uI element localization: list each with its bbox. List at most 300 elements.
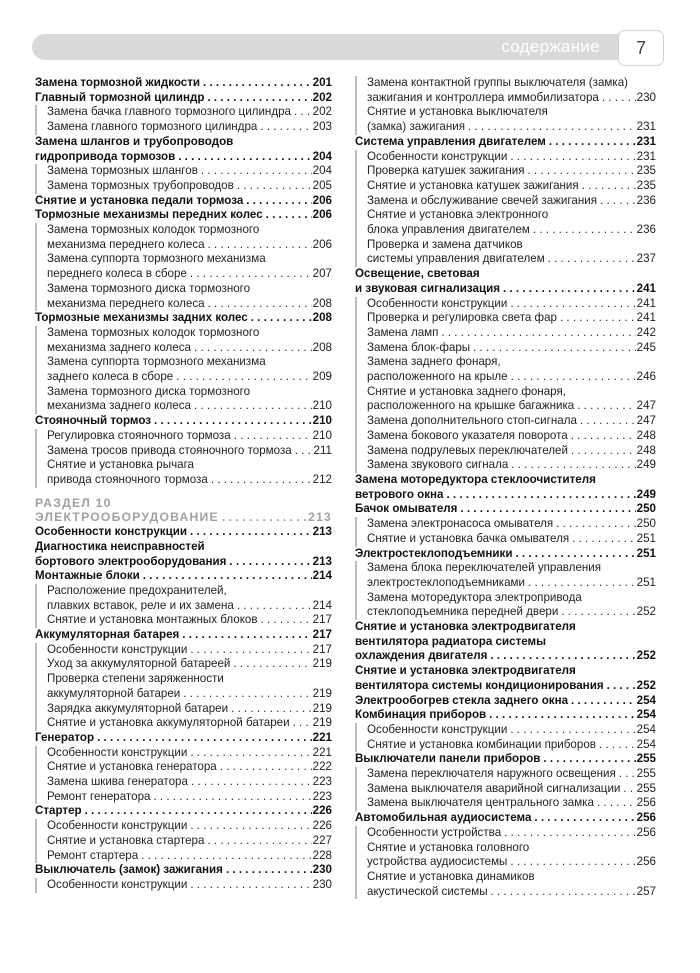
toc-page-number: 207 [312,267,332,281]
toc-page-number: 230 [312,877,332,891]
toc-subentry [35,613,332,628]
dot-leader [528,164,636,179]
toc-heading [35,628,332,643]
toc-subentry [35,775,332,790]
dot-leader [599,738,636,753]
dot-leader [491,885,636,900]
dot-leader [183,687,311,702]
toc-page-number: 217 [312,642,332,656]
toc-subentry [35,252,332,267]
dot-leader [143,569,312,584]
toc-subentry [355,796,656,811]
toc-entry-text: Замена тормозных колодок тормозного [47,325,260,339]
toc-column-right [355,76,656,899]
toc-entry-text: Расположение предохранителей, [47,583,227,597]
toc-heading [355,679,656,694]
toc-column-left [35,76,332,893]
dot-leader [190,525,312,540]
dot-leader [194,399,312,414]
toc-heading [35,863,332,878]
toc-entry-text: ЭЛЕКТРООБОРУДОВАНИЕ [35,510,219,525]
toc-page-number: 235 [636,178,656,192]
toc-subentry [35,643,332,658]
toc-page-number: 208 [312,340,332,354]
toc-page-number: 256 [636,811,656,825]
toc-entry-text: Проверка степени заряженности [47,672,224,686]
dot-leader [97,731,312,746]
toc-entry-text: привода стояночного тормоза [47,472,208,486]
dot-leader [194,341,312,356]
toc-page-number: 254 [636,708,656,722]
toc-page-number: 214 [312,569,332,583]
dot-leader [489,708,636,723]
toc-entry-text: Замена бокового указателя поворота [367,428,568,442]
toc-page-number: 228 [312,848,332,862]
toc-page-number: 236 [636,223,656,237]
toc-entry-text: Система управления двигателем [355,134,546,148]
toc-entry-text: и звуковая сигнализация [355,281,500,295]
toc-entry-text: Ремонт генератора [47,789,151,803]
dot-leader [226,863,312,878]
toc-subentry [35,120,332,135]
toc-subentry [355,723,656,738]
toc-page-number: 212 [312,472,332,486]
toc-entry-text: Особенности устройства [367,825,502,839]
dot-leader [208,297,312,312]
toc-entry-text: Снятие и установка аккумуляторной батареи [47,716,290,730]
toc-heading [35,555,332,570]
dot-leader [222,510,307,525]
toc-heading [35,311,332,326]
toc-page-number: 210 [312,428,332,442]
toc-entry-text: Снятие и установка электронного [367,208,549,222]
toc-subentry [355,429,656,444]
toc-entry-text: Диагностика неисправностей [35,539,205,553]
toc-heading [355,135,656,150]
toc-entry-text: Особенности конструкции [47,877,188,891]
toc-entry-text: электростеклоподъемниками [367,575,525,589]
toc-page-number: 256 [636,796,656,810]
dot-leader [237,599,312,614]
dot-leader [468,120,636,135]
toc-page-number: 223 [312,789,332,803]
toc-entry-text: Выключатель (замок) зажигания [35,863,223,877]
toc-page-number: 219 [312,686,332,700]
toc-entry-text: Снятие и установка катушек зажигания [367,178,579,192]
toc-entry-text: Бачок омывателя [355,502,458,516]
toc-page-number: 213 [312,525,332,539]
toc-subentry [35,223,332,238]
dot-leader [510,297,635,312]
toc-subentry [35,760,332,775]
dot-leader [260,120,311,135]
toc-page-number: 250 [636,502,656,516]
dot-leader [580,414,636,429]
toc-entry-text: Особенности конструкции [47,819,188,833]
dot-leader [623,782,635,797]
toc-entry-text: зажигания и контроллера иммобилизатора [367,90,599,104]
dot-leader [602,91,636,106]
dot-leader [571,444,636,459]
toc-entry-text: заднего колеса в сборе [47,370,174,384]
toc-entry-text: Замена электронасоса омывателя [367,517,554,531]
dot-leader [154,414,312,429]
toc-subentry [355,561,656,576]
toc-entry-text: Генератор [35,730,95,744]
dot-leader [233,657,311,672]
dot-leader [266,208,312,223]
toc-heading [35,731,332,746]
toc-entry-text: механизма заднего колеса [47,340,191,354]
toc-page-number: 221 [312,730,332,744]
dot-leader [511,370,636,385]
toc-subentry [355,91,656,106]
toc-heading [355,267,656,282]
toc-entry-text: Замена главного тормозного цилиндра [47,120,258,134]
toc-entry-text: стеклоподъемника передней двери [367,605,559,619]
toc-entry-text: Автомобильная аудиосистема [355,811,532,825]
toc-page-number: 255 [636,752,656,766]
dot-leader [203,76,312,91]
dot-leader [571,429,636,444]
toc-entry-text: Проверка и замена датчиков [367,237,523,251]
toc-entry-text: бортового электрооборудования [35,554,227,568]
dot-leader [446,488,635,503]
toc-subentry [35,385,332,400]
toc-page-number: 211 [313,443,332,457]
toc-entry-text: переднего колеса в сборе [47,267,187,281]
dot-leader [572,532,635,547]
toc-entry-text: охлаждения двигателя [355,649,488,663]
toc-entry-text: Снятие и установка выключателя [367,105,548,119]
dot-leader [534,811,635,826]
toc-subentry [35,164,332,179]
dot-leader [182,628,311,643]
toc-subentry [355,738,656,753]
dot-leader [190,267,312,282]
dot-leader [510,723,635,738]
toc-subentry [355,532,656,547]
dot-leader [510,855,635,870]
toc-subentry [355,605,656,620]
toc-entry-text: Монтажные блоки [35,569,140,583]
toc-entry-text: Замена тросов привода стояночного тормоза [47,443,292,457]
toc-heading [355,752,656,767]
toc-subentry [35,599,332,614]
toc-heading [35,135,332,150]
dot-leader [234,429,312,444]
toc-subentry [355,297,656,312]
toc-heading [355,649,656,664]
toc-heading [35,208,332,223]
toc-page-number: 231 [636,149,656,163]
dot-leader [190,819,311,834]
toc-subentry [35,429,332,444]
toc-entry-text: Особенности конструкции [367,149,508,163]
dot-leader [460,502,635,517]
toc-heading [35,76,332,91]
toc-entry-text: Замена подрулевых переключателей [367,443,568,457]
dot-leader [571,694,636,709]
dot-leader [246,194,311,209]
dot-leader [577,399,635,414]
toc-entry-text: Тормозные механизмы передних колес [35,208,263,222]
dot-leader [561,605,635,620]
dot-leader [533,223,636,238]
toc-entry-text: Снятие и установка головного [367,840,530,854]
toc-entry-text: расположенного на крышке багажника [367,399,575,413]
toc-subentry [355,120,656,135]
toc-page-number: 255 [636,767,656,781]
toc-page-number: 252 [636,678,656,692]
toc-page-number: 249 [636,487,656,501]
toc-subentry [355,326,656,341]
dot-leader [211,473,312,488]
toc-subentry [355,885,656,900]
toc-page-number: 217 [312,628,332,642]
section-title: содержание [501,37,600,56]
toc-entry-text: Снятие и установка комбинации приборов [367,737,596,751]
toc-entry-text: Замена выключателя центрального замка [367,796,594,810]
toc-subentry [355,194,656,209]
toc-subentry [35,370,332,385]
toc-entry-text: РАЗДЕЛ 10 [35,495,112,510]
dot-leader [191,775,312,790]
toc-subentry [355,355,656,370]
toc-page-number: 213 [312,554,332,568]
toc-entry-text: Замена шкива генератора [47,775,188,789]
toc-subentry [355,105,656,120]
toc-subentry [355,576,656,591]
toc-entry-text: Замена дополнительного стоп-сигнала [367,414,577,428]
toc-entry-text: Замена суппорта тормозного механизма [47,252,266,266]
toc-entry-text: Регулировка стояночного тормоза [47,428,231,442]
toc-entry-text: Уход за аккумуляторной батареей [47,657,231,671]
toc-entry-text: Замена тормозного диска тормозного [47,281,251,295]
toc-entry-text: устройства аудиосистемы [367,855,508,869]
toc-page-number: 210 [312,414,332,428]
dot-leader [503,282,636,297]
toc-page-number: 230 [636,90,656,104]
toc-page-number: 251 [636,575,656,589]
toc-page-number: 226 [312,819,332,833]
toc-heading [35,540,332,555]
toc-page-number: 204 [312,149,332,163]
dot-leader [515,547,635,562]
section-spacer [35,488,332,496]
dot-leader [220,760,312,775]
toc-entry-text: Замена шлангов и трубопроводов [35,134,234,148]
toc-page-number: 219 [312,716,332,730]
toc-subentry [355,341,656,356]
toc-heading [35,150,332,165]
toc-entry-text: Замена бачка главного тормозного цилиндра [47,105,291,119]
dot-leader [176,370,311,385]
toc-entry-text: Особенности конструкции [367,722,508,736]
toc-page-number: 206 [312,208,332,222]
toc-subentry [35,584,332,599]
toc-entry-text: Снятие и установка электродвигателя [355,664,576,678]
toc-entry-text: механизма переднего колеса [47,296,205,310]
toc-page-number: 206 [312,193,332,207]
dot-leader [560,311,636,326]
toc-entry-text: (замка) зажигания [367,120,466,134]
dot-leader [510,150,635,165]
toc-subentry [35,834,332,849]
toc-page-number: 226 [312,804,332,818]
dot-leader [229,555,311,570]
toc-subentry [35,444,332,459]
toc-subentry [355,208,656,223]
toc-page-number: 254 [636,737,656,751]
toc-page-number: 231 [636,120,656,134]
toc-subentry [355,399,656,414]
toc-entry-text: Особенности конструкции [367,296,508,310]
toc-page-number: 214 [312,598,332,612]
toc-page-number: 241 [636,281,656,295]
toc-page-number: 254 [636,693,656,707]
toc-subentry [35,341,332,356]
toc-heading [355,502,656,517]
toc-subentry [35,355,332,370]
toc-entry-text: Главный тормозной цилиндр [35,90,205,104]
toc-page-number: 249 [636,458,656,472]
dot-leader [207,834,311,849]
toc-page-number: 251 [636,546,656,560]
toc-page-number: 236 [636,193,656,207]
toc-entry-text: Электростеклоподъемники [355,546,513,560]
toc-entry-text: Зарядка аккумуляторной батареи [47,701,229,715]
toc-page-number: 206 [312,237,332,251]
toc-entry-text: Замена тормозных колодок тормозного [47,223,260,237]
toc-entry-text: Замена заднего фонаря, [367,355,501,369]
dot-leader [178,150,311,165]
toc-subentry [35,267,332,282]
toc-page-number: 250 [636,517,656,531]
toc-entry-text: Снятие и установка монтажных блоков [47,613,258,627]
toc-subentry [355,385,656,400]
toc-page-number: 205 [312,178,332,192]
toc-subentry [35,105,332,120]
toc-page-number: 219 [312,701,332,715]
dot-leader [504,826,636,841]
toc-entry-text: Замена моторедуктора стеклоочистителя [355,472,596,486]
toc-subentry [35,702,332,717]
toc-entry-text: акустической системы [367,884,488,898]
toc-entry-text: Электрообогрев стекла заднего окна [355,693,569,707]
toc-subentry [35,819,332,834]
dot-leader [441,326,635,341]
toc-subentry [355,517,656,532]
toc-heading [355,708,656,723]
toc-subentry [355,238,656,253]
dot-leader [190,643,311,658]
toc-entry-text: Замена контактной группы выключателя (замка) [367,76,629,89]
toc-entry-text: Замена блока переключателей управления [367,561,602,575]
toc-entry-text: механизма заднего колеса [47,399,191,413]
toc-heading [355,620,656,635]
toc-entry-text: Тормозные механизмы задних колес [35,311,248,325]
toc-entry-text: Снятие и установка генератора [47,760,217,774]
dot-leader [261,613,312,628]
toc-subentry [35,238,332,253]
toc-entry-text: Замена тормозных шлангов [47,164,198,178]
toc-heading [35,414,332,429]
toc-page-number: 248 [636,443,656,457]
toc-page-number: 209 [312,370,332,384]
dot-leader [231,702,312,717]
dot-leader [607,679,636,694]
toc-page-number: 252 [636,605,656,619]
toc-page-number: 227 [312,833,332,847]
dot-leader [511,458,635,473]
toc-entry-text: Снятие и установка стартера [47,833,205,847]
toc-subentry [355,826,656,841]
toc-entry-text: Особенности конструкции [47,745,188,759]
toc-entry-text: Стартер [35,804,82,818]
toc-entry-text: Комбинация приборов [355,708,487,722]
toc-heading [355,488,656,503]
toc-subentry [35,297,332,312]
toc-page-number: 256 [636,825,656,839]
toc-page-number: 241 [636,311,656,325]
dot-leader [294,105,312,120]
toc-heading [355,473,656,488]
toc-entry-text: Выключатели панели приборов [355,752,541,766]
toc-entry-text: Замена тормозного диска тормозного [47,384,251,398]
toc-entry-text: вентилятора радиатора системы [355,634,547,648]
toc-page-number: 223 [312,775,332,789]
toc-entry-text: Особенности конструкции [47,642,188,656]
dot-leader [141,849,311,864]
toc-subentry [355,150,656,165]
toc-page-number: 257 [636,884,656,898]
toc-page-number: 254 [636,722,656,736]
toc-entry-text: системы управления двигателем [367,252,545,266]
toc-subentry [355,870,656,885]
toc-page-number: 255 [636,781,656,795]
toc-subentry [35,473,332,488]
dot-leader [556,517,635,532]
toc-entry-text: Замена суппорта тормозного механизма [47,355,266,369]
toc-entry-text: механизма переднего колеса [47,237,205,251]
dot-leader [619,767,636,782]
toc-subentry [355,591,656,606]
toc-subentry [355,855,656,870]
toc-subentry [35,746,332,761]
toc-page-number: 208 [312,296,332,310]
dot-leader [237,179,312,194]
toc-page-number: 247 [636,414,656,428]
toc-entry-text: Замена тормозных трубопроводов [47,178,234,192]
dot-leader [548,252,636,267]
toc-entry-text: Снятие и установка бачка омывателя [367,531,570,545]
toc-page-number: 230 [312,863,332,877]
toc-page-number: 252 [636,649,656,663]
toc-subentry [35,399,332,414]
toc-subentry [355,841,656,856]
dot-leader [85,804,312,819]
toc-heading [355,547,656,562]
toc-subentry [35,657,332,672]
toc-entry-text: Ремонт стартера [47,848,139,862]
toc-subentry [35,326,332,341]
toc-page-number: 237 [636,252,656,266]
toc-subentry [35,672,332,687]
dot-leader [490,649,635,664]
toc-section-title [35,510,332,525]
toc-subentry [355,370,656,385]
